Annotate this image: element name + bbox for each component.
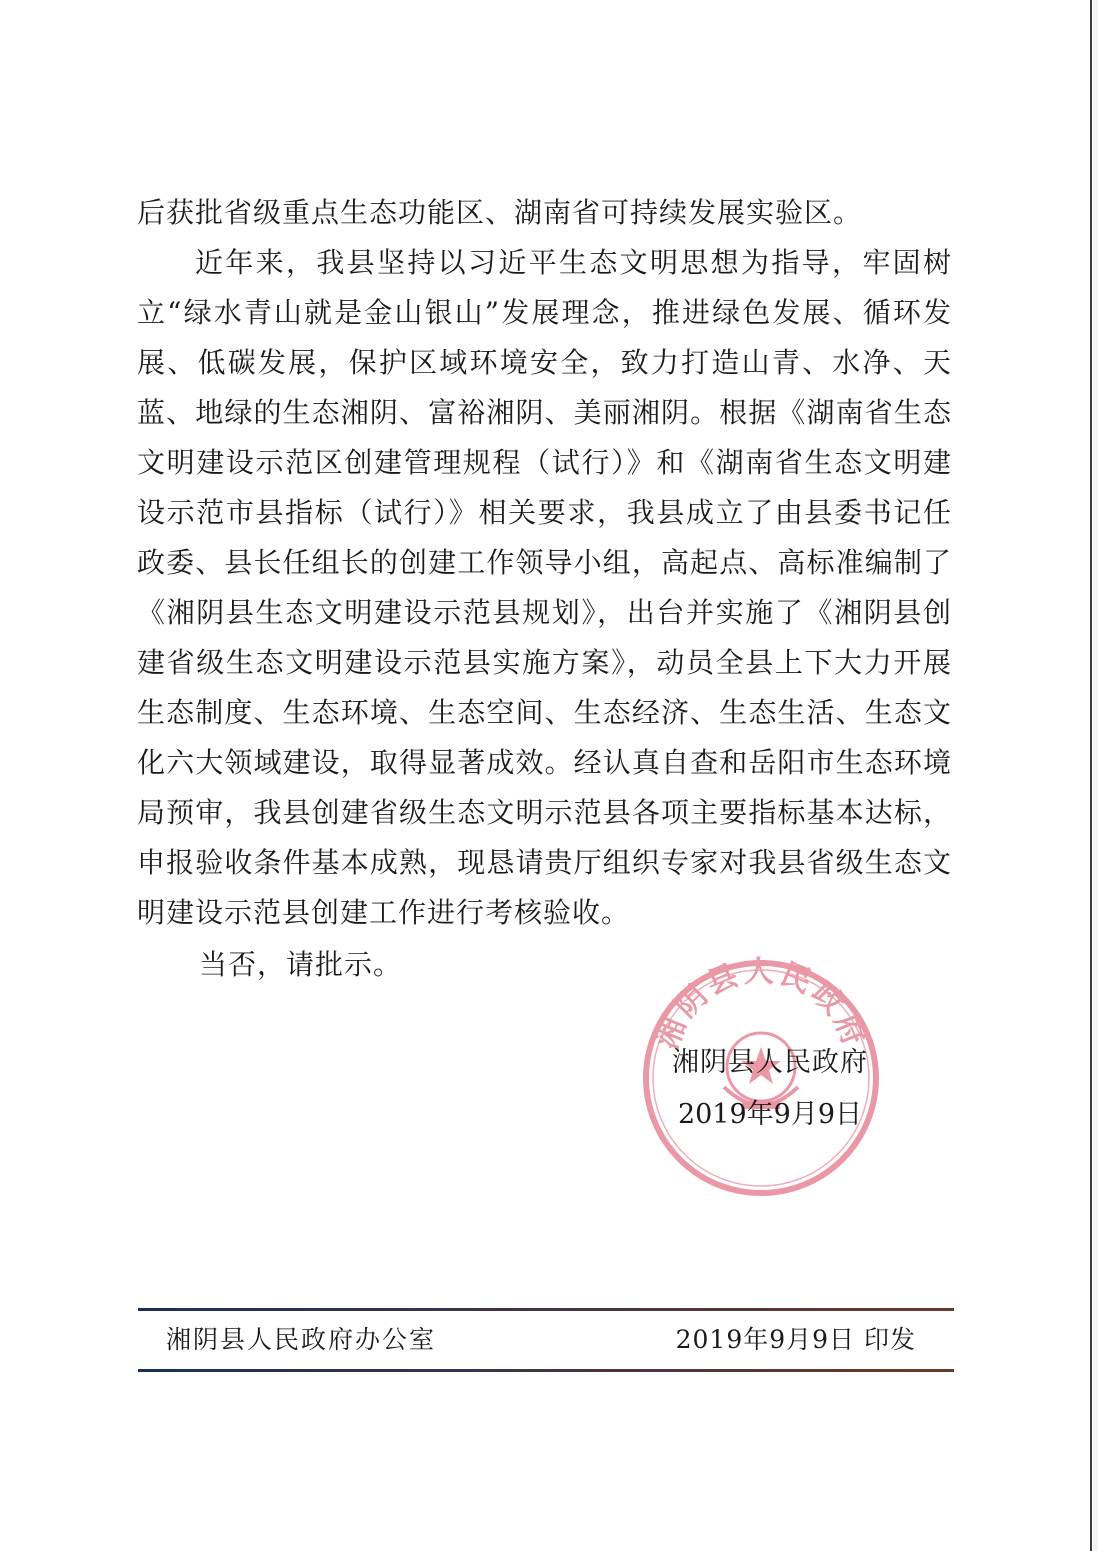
closing-line: 当否，请批示。 (199, 948, 403, 981)
signature-organization: 湘阴县人民政府 (672, 1047, 868, 1078)
body-paragraph: 后获批省级重点生态功能区、湖南省可持续发展实验区。 (137, 196, 863, 229)
document-body (137, 188, 952, 938)
scan-edge-line (1090, 0, 1092, 1551)
footer-issue-date: 2019年9月9日 印发 (675, 1325, 916, 1354)
footer-bottom-rule (138, 1369, 954, 1372)
scan-margin (1093, 0, 1098, 1551)
footer-issuer: 湘阴县人民政府办公室 (166, 1325, 437, 1354)
body-paragraph: 近年来，我县坚持以习近平生态文明思想为指导，牢固树立“绿水青山就是金山银山”发展理念，推进绿色发展、循环发展、低碳发展，保护区域环境安全，致力打造山青、水净、天蓝、地绿的生态湘阴、富裕湘阴、美丽湘阴。根据《湖南省生态文明建设示范区创建管理规程（试行）》和《湖南省生态文明建设示范市县指标（试行）》相关要求，我县成立了由县委书记任政委、县长任组长的创建工作领导小组，高起点、高标准编制了《湘阴县生态文明建设示范县规划》，出台并实施了《湘阴县创建省级生态文明建设示范县实施方案》，动员全县上下大力开展生态制度、生态环境、生态空间、生态经济、生态生活、生态文化六大领域建设，取得显著成效。经认真自查和岳阳市生态环境局预审，我县创建省级生态文明示范县各项主要指标基本达标，申报验收条件基本成熟，现恳请贵厅组织专家对我县省级生态文明建设示范县创建工作进行考核验收。 (137, 246, 952, 929)
signature-block (655, 1040, 885, 1138)
footer-top-rule (138, 1308, 954, 1311)
seal-text: 湘阴县人民政府 (649, 955, 873, 1055)
signature-date: 2019年9月9日 (677, 1099, 863, 1130)
